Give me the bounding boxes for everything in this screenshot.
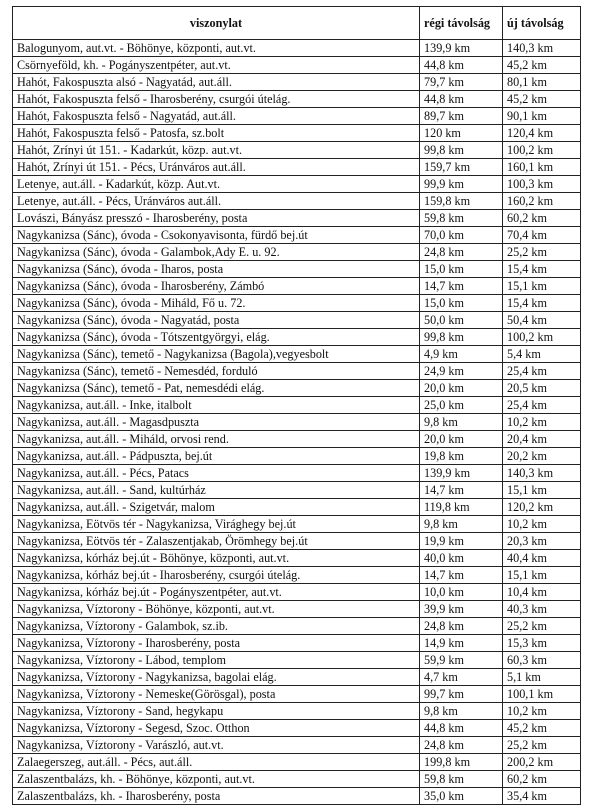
new-distance-cell: 25,4 km — [503, 363, 581, 380]
table-header — [13, 7, 581, 40]
new-distance-cell: 25,2 km — [503, 244, 581, 261]
old-distance-cell: 159,7 km — [420, 159, 503, 176]
table-row — [13, 159, 581, 176]
table-row — [13, 278, 581, 295]
route-cell: Nagykanizsa, aut.áll. - Sand, kultúrház — [13, 482, 420, 499]
route-cell: Nagykanizsa, kórház bej.út - Böhönye, központi, aut.vt. — [13, 550, 420, 567]
table-row — [13, 737, 581, 754]
new-distance-cell: 25,2 km — [503, 737, 581, 754]
route-cell: Nagykanizsa (Sánc), temető - Nagykanizsa (Bagola),vegyesbolt — [13, 346, 420, 363]
old-distance-cell: 89,7 km — [420, 108, 503, 125]
new-distance-cell: 15,1 km — [503, 567, 581, 584]
table-body — [13, 40, 581, 805]
old-distance-cell: 139,9 km — [420, 40, 503, 57]
table-row — [13, 482, 581, 499]
old-distance-cell: 9,8 km — [420, 516, 503, 533]
new-distance-cell: 45,2 km — [503, 720, 581, 737]
route-cell: Nagykanizsa, aut.áll. - Magasdpuszta — [13, 414, 420, 431]
new-distance-cell: 100,2 km — [503, 142, 581, 159]
old-distance-cell: 14,7 km — [420, 278, 503, 295]
distance-table — [12, 6, 581, 805]
new-distance-cell: 20,3 km — [503, 533, 581, 550]
table-row — [13, 363, 581, 380]
old-distance-cell: 50,0 km — [420, 312, 503, 329]
header-new-distance: új távolság — [503, 7, 581, 40]
old-distance-cell: 15,0 km — [420, 261, 503, 278]
table-row — [13, 227, 581, 244]
route-cell: Nagykanizsa (Sánc), óvoda - Iharos, posta — [13, 261, 420, 278]
new-distance-cell: 60,3 km — [503, 652, 581, 669]
table-row — [13, 567, 581, 584]
old-distance-cell: 99,8 km — [420, 142, 503, 159]
table-row — [13, 584, 581, 601]
old-distance-cell: 39,9 km — [420, 601, 503, 618]
table-row — [13, 618, 581, 635]
table-row — [13, 91, 581, 108]
table-row — [13, 244, 581, 261]
old-distance-cell: 44,8 km — [420, 57, 503, 74]
old-distance-cell: 24,8 km — [420, 618, 503, 635]
route-cell: Nagykanizsa, Eötvös tér - Zalaszentjakab, Örömhegy bej.út — [13, 533, 420, 550]
old-distance-cell: 15,0 km — [420, 295, 503, 312]
old-distance-cell: 99,7 km — [420, 686, 503, 703]
route-cell: Letenye, aut.áll. - Pécs, Uránváros aut.áll. — [13, 193, 420, 210]
table-row — [13, 550, 581, 567]
route-cell: Hahót, Zrínyi út 151. - Kadarkút, közp. aut.vt. — [13, 142, 420, 159]
table-row — [13, 703, 581, 720]
table-row — [13, 74, 581, 91]
route-cell: Nagykanizsa (Sánc), óvoda - Nagyatád, posta — [13, 312, 420, 329]
old-distance-cell: 10,0 km — [420, 584, 503, 601]
table-row — [13, 414, 581, 431]
new-distance-cell: 70,4 km — [503, 227, 581, 244]
new-distance-cell: 60,2 km — [503, 771, 581, 788]
new-distance-cell: 45,2 km — [503, 57, 581, 74]
route-cell: Nagykanizsa, aut.áll. - Szigetvár, malom — [13, 499, 420, 516]
old-distance-cell: 159,8 km — [420, 193, 503, 210]
old-distance-cell: 44,8 km — [420, 91, 503, 108]
new-distance-cell: 50,4 km — [503, 312, 581, 329]
new-distance-cell: 80,1 km — [503, 74, 581, 91]
route-cell: Nagykanizsa (Sánc), temető - Pat, nemesdédi elág. — [13, 380, 420, 397]
table-row — [13, 210, 581, 227]
new-distance-cell: 160,1 km — [503, 159, 581, 176]
table-row — [13, 142, 581, 159]
old-distance-cell: 40,0 km — [420, 550, 503, 567]
table-row — [13, 176, 581, 193]
new-distance-cell: 20,2 km — [503, 448, 581, 465]
route-cell: Nagykanizsa, kórház bej.út - Iharosberény, csurgói útelág. — [13, 567, 420, 584]
table-row — [13, 601, 581, 618]
route-cell: Hahót, Fakospuszta alsó - Nagyatád, aut.áll. — [13, 74, 420, 91]
new-distance-cell: 15,1 km — [503, 482, 581, 499]
route-cell: Nagykanizsa (Sánc), óvoda - Miháld, Fő u. 72. — [13, 295, 420, 312]
route-cell: Nagykanizsa, Víztorony - Galambok, sz.ib. — [13, 618, 420, 635]
table-row — [13, 635, 581, 652]
table-row — [13, 652, 581, 669]
old-distance-cell: 24,9 km — [420, 363, 503, 380]
route-cell: Nagykanizsa, kórház bej.út - Pogányszentpéter, aut.vt. — [13, 584, 420, 601]
new-distance-cell: 100,2 km — [503, 329, 581, 346]
table-row — [13, 108, 581, 125]
old-distance-cell: 19,8 km — [420, 448, 503, 465]
table-row — [13, 771, 581, 788]
new-distance-cell: 15,3 km — [503, 635, 581, 652]
old-distance-cell: 9,8 km — [420, 703, 503, 720]
new-distance-cell: 60,2 km — [503, 210, 581, 227]
old-distance-cell: 4,9 km — [420, 346, 503, 363]
route-cell: Hahót, Fakospuszta felső - Patosfa, sz.bolt — [13, 125, 420, 142]
old-distance-cell: 120 km — [420, 125, 503, 142]
table-row — [13, 295, 581, 312]
new-distance-cell: 140,3 km — [503, 465, 581, 482]
new-distance-cell: 35,4 km — [503, 788, 581, 805]
table-row — [13, 465, 581, 482]
route-cell: Nagykanizsa, Víztorony - Iharosberény, posta — [13, 635, 420, 652]
new-distance-cell: 90,1 km — [503, 108, 581, 125]
table-row — [13, 261, 581, 278]
old-distance-cell: 4,7 km — [420, 669, 503, 686]
old-distance-cell: 20,0 km — [420, 380, 503, 397]
new-distance-cell: 5,4 km — [503, 346, 581, 363]
new-distance-cell: 15,4 km — [503, 261, 581, 278]
new-distance-cell: 25,4 km — [503, 397, 581, 414]
table-row — [13, 193, 581, 210]
route-cell: Zalaszentbalázs, kh. - Iharosberény, posta — [13, 788, 420, 805]
header-row — [13, 7, 581, 40]
table-row — [13, 720, 581, 737]
new-distance-cell: 20,5 km — [503, 380, 581, 397]
new-distance-cell: 15,4 km — [503, 295, 581, 312]
old-distance-cell: 59,9 km — [420, 652, 503, 669]
route-cell: Nagykanizsa (Sánc), temető - Nemesdéd, forduló — [13, 363, 420, 380]
route-cell: Nagykanizsa, Víztorony - Sand, hegykapu — [13, 703, 420, 720]
route-cell: Nagykanizsa, Víztorony - Nagykanizsa, bagolai elág. — [13, 669, 420, 686]
new-distance-cell: 25,2 km — [503, 618, 581, 635]
table-row — [13, 40, 581, 57]
old-distance-cell: 14,7 km — [420, 567, 503, 584]
route-cell: Nagykanizsa, Víztorony - Segesd, Szoc. Otthon — [13, 720, 420, 737]
route-cell: Balogunyom, aut.vt. - Böhönye, központi, aut.vt. — [13, 40, 420, 57]
route-cell: Hahót, Fakospuszta felső - Iharosberény, csurgói útelág. — [13, 91, 420, 108]
old-distance-cell: 25,0 km — [420, 397, 503, 414]
new-distance-cell: 20,4 km — [503, 431, 581, 448]
new-distance-cell: 45,2 km — [503, 91, 581, 108]
old-distance-cell: 59,8 km — [420, 210, 503, 227]
old-distance-cell: 35,0 km — [420, 788, 503, 805]
table-row — [13, 431, 581, 448]
route-cell: Csörnyeföld, kh. - Pogányszentpéter, aut.vt. — [13, 57, 420, 74]
route-cell: Nagykanizsa, Eötvös tér - Nagykanizsa, Virághegy bej.út — [13, 516, 420, 533]
route-cell: Nagykanizsa, Víztorony - Varászló, aut.vt. — [13, 737, 420, 754]
new-distance-cell: 100,1 km — [503, 686, 581, 703]
route-cell: Zalaszentbalázs, kh. - Böhönye, központi, aut.vt. — [13, 771, 420, 788]
old-distance-cell: 99,9 km — [420, 176, 503, 193]
old-distance-cell: 20,0 km — [420, 431, 503, 448]
table-row — [13, 312, 581, 329]
old-distance-cell: 24,8 km — [420, 244, 503, 261]
old-distance-cell: 14,9 km — [420, 635, 503, 652]
route-cell: Hahót, Zrínyi út 151. - Pécs, Uránváros aut.áll. — [13, 159, 420, 176]
route-cell: Nagykanizsa, aut.áll. - Inke, italbolt — [13, 397, 420, 414]
old-distance-cell: 139,9 km — [420, 465, 503, 482]
route-cell: Nagykanizsa (Sánc), óvoda - Csokonyavisonta, fürdő bej.út — [13, 227, 420, 244]
new-distance-cell: 15,1 km — [503, 278, 581, 295]
new-distance-cell: 120,2 km — [503, 499, 581, 516]
table-row — [13, 57, 581, 74]
new-distance-cell: 5,1 km — [503, 669, 581, 686]
route-cell: Hahót, Fakospuszta felső - Nagyatád, aut.áll. — [13, 108, 420, 125]
header-old-distance: régi távolság — [420, 7, 503, 40]
route-cell: Zalaegerszeg, aut.áll. - Pécs, aut.áll. — [13, 754, 420, 771]
old-distance-cell: 199,8 km — [420, 754, 503, 771]
table-row — [13, 380, 581, 397]
old-distance-cell: 119,8 km — [420, 499, 503, 516]
old-distance-cell: 14,7 km — [420, 482, 503, 499]
table-row — [13, 329, 581, 346]
route-cell: Nagykanizsa, aut.áll. - Pécs, Patacs — [13, 465, 420, 482]
new-distance-cell: 10,2 km — [503, 414, 581, 431]
route-cell: Nagykanizsa (Sánc), óvoda - Galambok,Ady E. u. 92. — [13, 244, 420, 261]
new-distance-cell: 100,3 km — [503, 176, 581, 193]
route-cell: Nagykanizsa, Víztorony - Nemeske(Görösgal), posta — [13, 686, 420, 703]
new-distance-cell: 10,2 km — [503, 516, 581, 533]
table-row — [13, 516, 581, 533]
route-cell: Nagykanizsa, aut.áll. - Miháld, orvosi rend. — [13, 431, 420, 448]
table-row — [13, 448, 581, 465]
route-cell: Nagykanizsa, aut.áll. - Pádpuszta, bej.út — [13, 448, 420, 465]
table-row — [13, 669, 581, 686]
header-route: viszonylat — [13, 7, 420, 40]
new-distance-cell: 10,4 km — [503, 584, 581, 601]
table-row — [13, 754, 581, 771]
new-distance-cell: 40,3 km — [503, 601, 581, 618]
old-distance-cell: 59,8 km — [420, 771, 503, 788]
old-distance-cell: 9,8 km — [420, 414, 503, 431]
old-distance-cell: 70,0 km — [420, 227, 503, 244]
old-distance-cell: 44,8 km — [420, 720, 503, 737]
route-cell: Lovászi, Bányász presszó - Iharosberény, posta — [13, 210, 420, 227]
table-row — [13, 125, 581, 142]
route-cell: Nagykanizsa (Sánc), óvoda - Iharosberény, Zámbó — [13, 278, 420, 295]
table-row — [13, 686, 581, 703]
new-distance-cell: 200,2 km — [503, 754, 581, 771]
route-cell: Nagykanizsa (Sánc), óvoda - Tótszentgyörgyi, elág. — [13, 329, 420, 346]
route-cell: Nagykanizsa, Víztorony - Böhönye, központi, aut.vt. — [13, 601, 420, 618]
route-cell: Nagykanizsa, Víztorony - Lábod, templom — [13, 652, 420, 669]
new-distance-cell: 160,2 km — [503, 193, 581, 210]
new-distance-cell: 140,3 km — [503, 40, 581, 57]
new-distance-cell: 10,2 km — [503, 703, 581, 720]
table-row — [13, 499, 581, 516]
old-distance-cell: 99,8 km — [420, 329, 503, 346]
table-row — [13, 397, 581, 414]
old-distance-cell: 24,8 km — [420, 737, 503, 754]
new-distance-cell: 120,4 km — [503, 125, 581, 142]
new-distance-cell: 40,4 km — [503, 550, 581, 567]
table-row — [13, 533, 581, 550]
old-distance-cell: 19,9 km — [420, 533, 503, 550]
old-distance-cell: 79,7 km — [420, 74, 503, 91]
route-cell: Letenye, aut.áll. - Kadarkút, közp. Aut.vt. — [13, 176, 420, 193]
table-row — [13, 346, 581, 363]
